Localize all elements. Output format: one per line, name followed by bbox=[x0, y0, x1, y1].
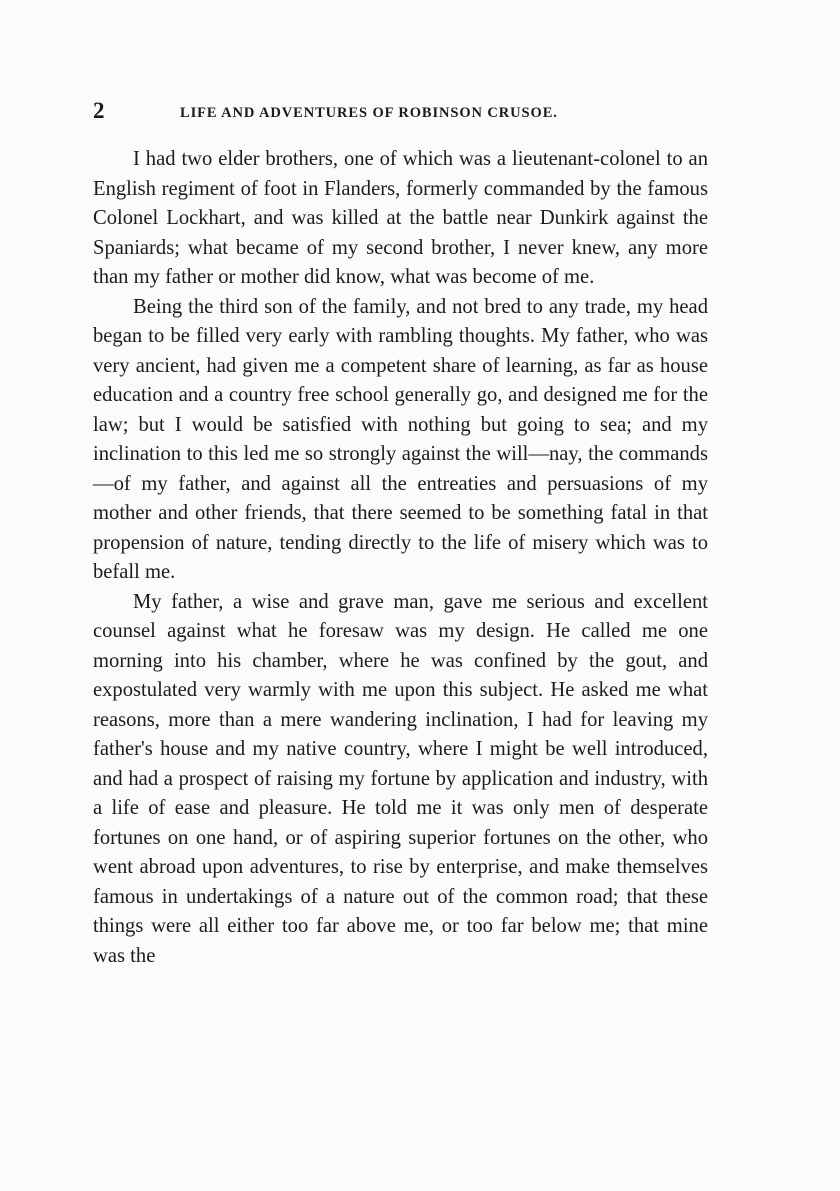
body-text bbox=[93, 145, 708, 971]
page-number: 2 bbox=[93, 98, 105, 123]
paragraph-brothers: I had two elder brothers, one of which was a lieutenant-colonel to an English regiment of foot in Flanders, formerly commanded by the famous Colonel Lockhart, and was killed at the battle near Dunkirk against the Spaniards; what became of my second brother, I never knew, any more than my father or mother did know, what was become of me. bbox=[93, 148, 708, 288]
page-header bbox=[93, 98, 713, 132]
paragraph-third-son: Being the third son of the family, and not bred to any trade, my head began to be filled very early with rambling thoughts. My father, who was very ancient, had given me a competent share of learning, as far as house education and a country free school generally go, and designed me for the law; but I would be satisfied with nothing but going to sea; and my inclination to this led me so strongly against the will—nay, the commands —of my father, and against all the entreaties and persuasions of my mother and other friends, that there seemed to be something fatal in that propension of nature, tending directly to the life of misery which was to befall me. bbox=[93, 295, 708, 583]
paragraph-father-counsel: My father, a wise and grave man, gave me serious and excellent counsel against what he foresaw was my design. He called me one morning into his chamber, where he was confined by the gout, and expostulated very warmly with me upon this subject. He asked me what reasons, more than a mere wandering inclination, I had for leaving my father's house and my native country, where I might be well introduced, and had a prospect of raising my fortune by application and industry, with a life of ease and pleasure. He told me it was only men of desperate fortunes on one hand, or of aspiring superior fortunes on the other, who went abroad upon adventures, to rise by enterprise, and make themselves famous in undertakings of a nature out of the common road; that these things were all either too far above me, or too far below me; that mine was the bbox=[93, 590, 708, 967]
running-title: LIFE AND ADVENTURES OF ROBINSON CRUSOE. bbox=[180, 105, 558, 121]
